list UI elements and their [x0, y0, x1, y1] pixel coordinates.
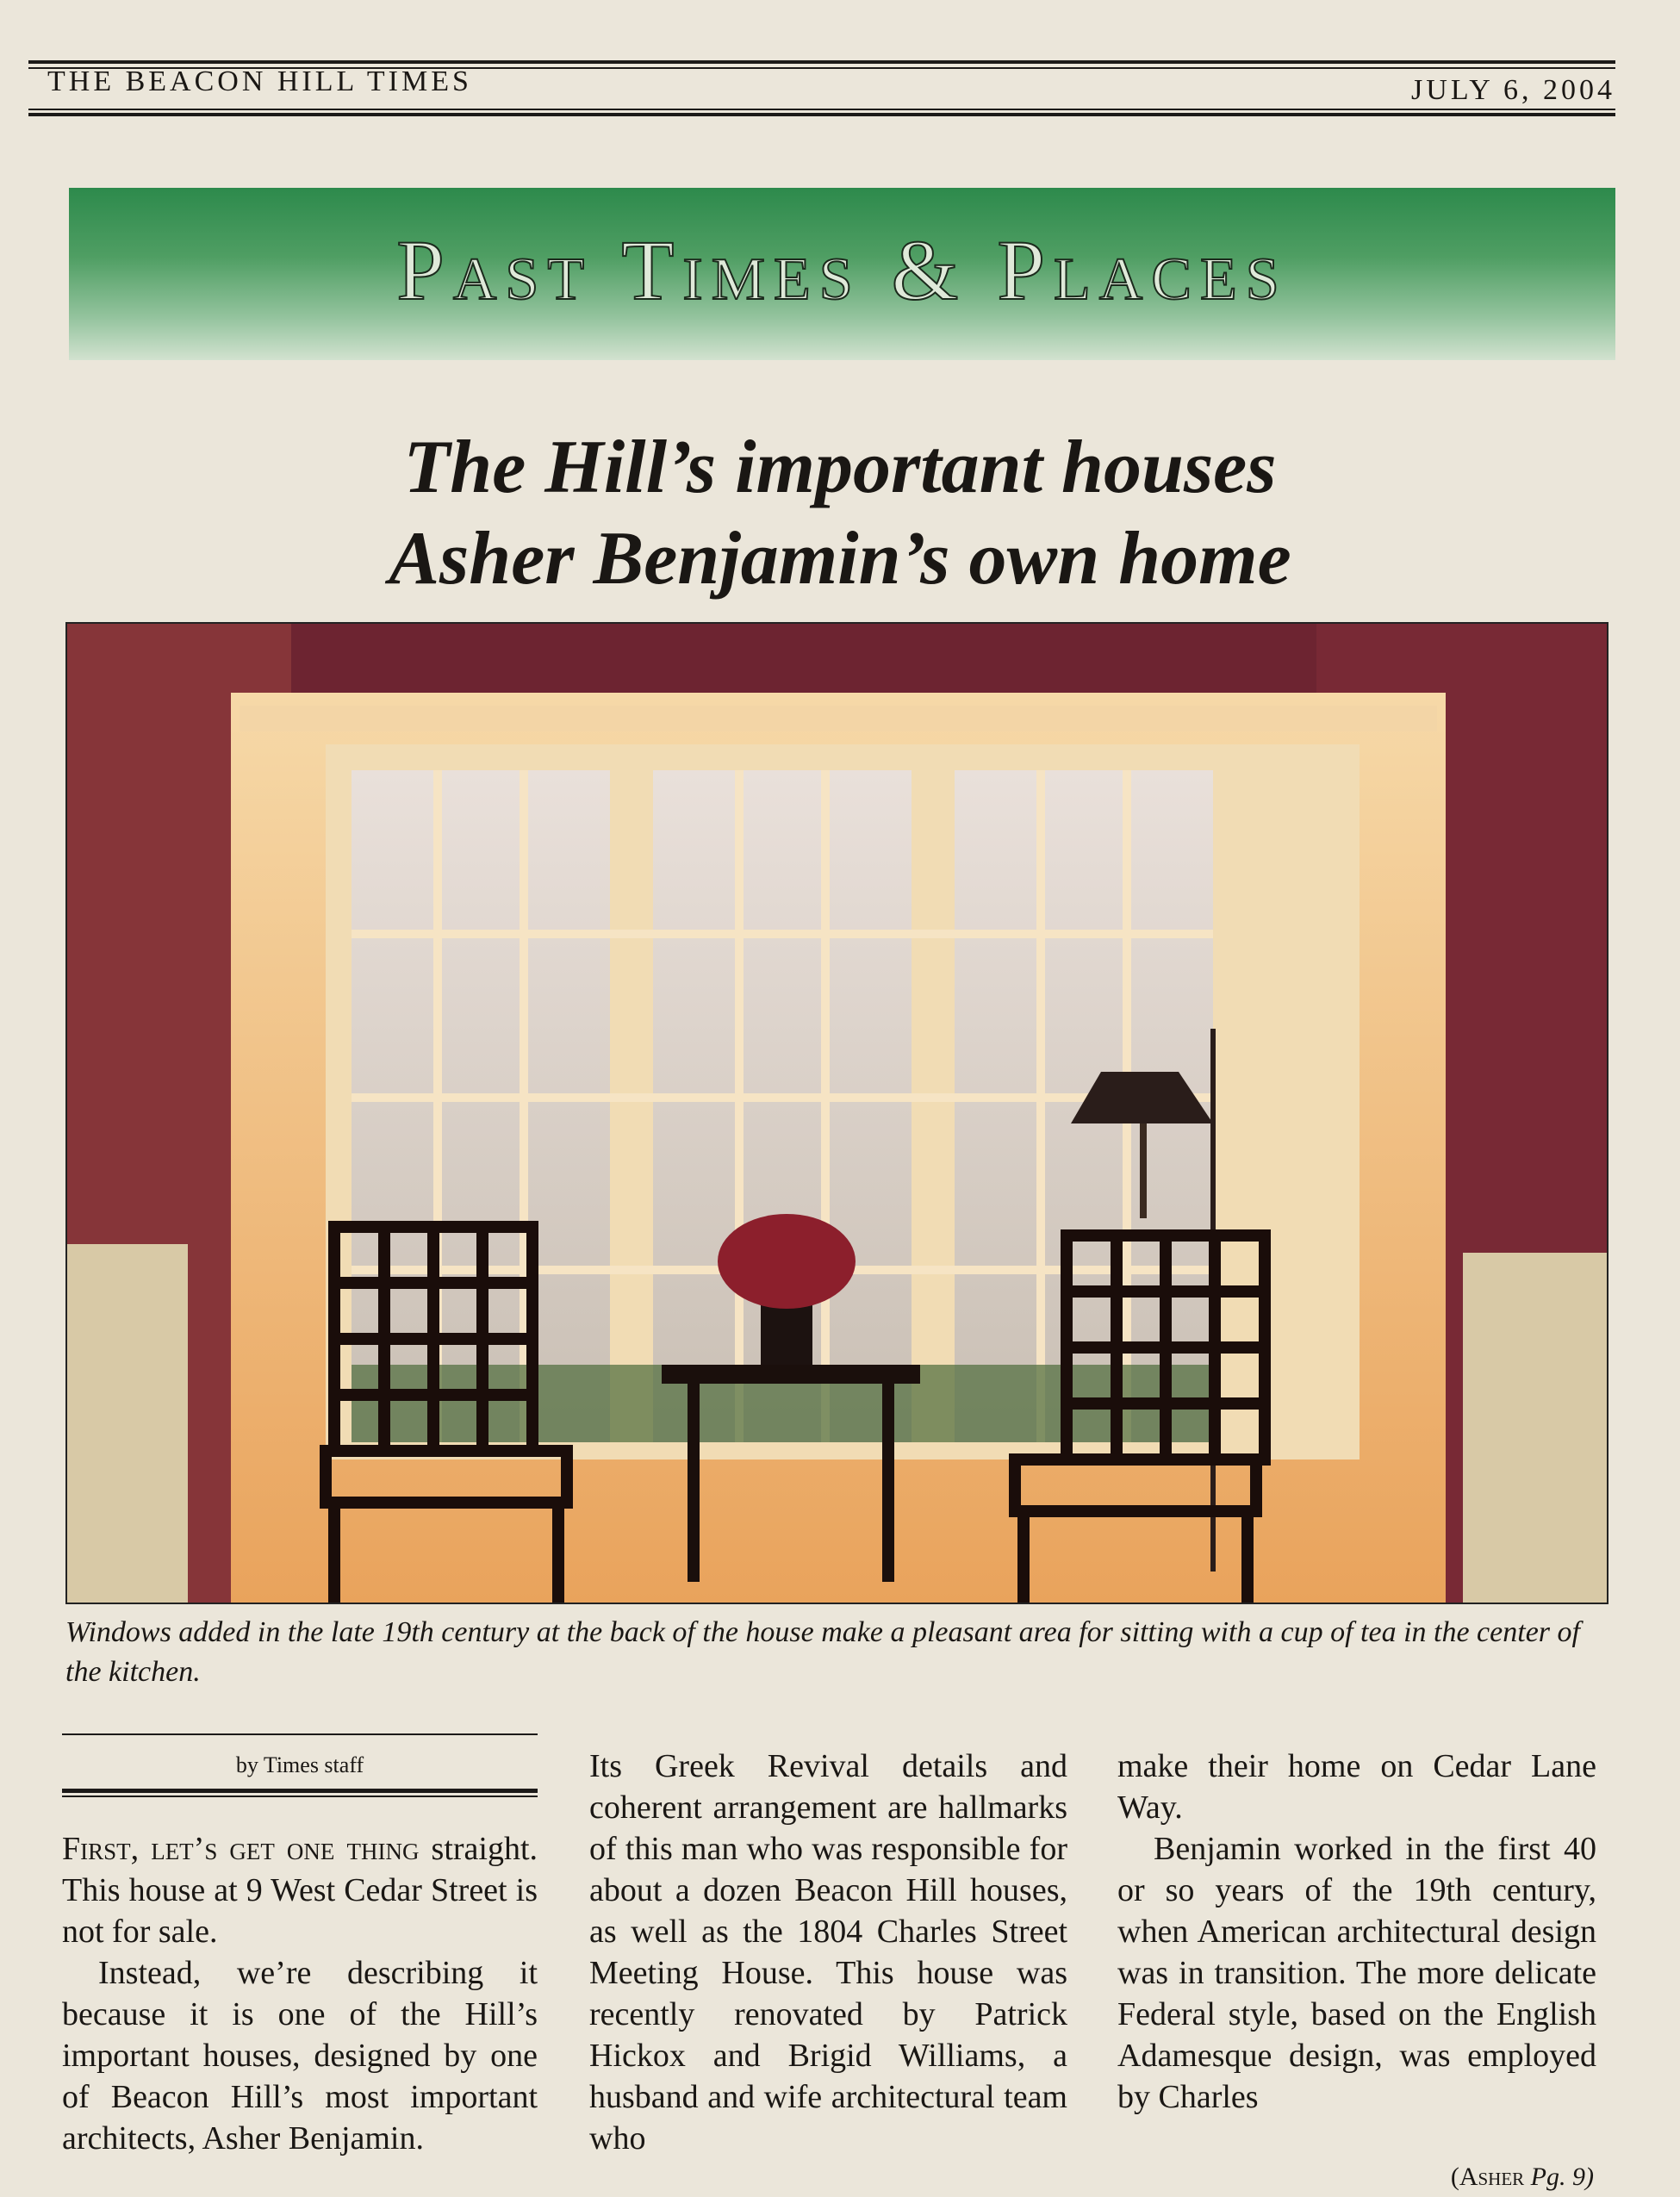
masthead-top-rule [28, 60, 1615, 64]
headline-line-1: The Hill’s important houses [403, 426, 1277, 509]
kitchen-photo [65, 622, 1608, 1604]
masthead-bottom-rule [28, 113, 1615, 116]
article-column-1 [62, 1828, 538, 2159]
section-title: Past Times & Places [396, 222, 1288, 318]
photo-caption: Windows added in the late 19th century at the back of the house make a pleasant area for sitting with a cup of tea in the center of the kitchen. [65, 1616, 1580, 1688]
section-banner [69, 188, 1615, 360]
issue-date: JULY 6, 2004 [1411, 74, 1615, 106]
byline-top-rule [62, 1733, 538, 1735]
headline-line-2: Asher Benjamin’s own home [389, 517, 1291, 601]
lead-in: First, let’s get one thing [62, 1831, 420, 1867]
column-3-paragraph-1: make their home on Cedar Lane Way. [1117, 1748, 1596, 1826]
column-1-paragraph-1-text: straight. This house at 9 West Cedar Street is not for sale. [62, 1831, 538, 1950]
article-column-3 [1117, 1746, 1596, 2118]
kitchen-photo-illustration [67, 624, 1607, 1603]
jump-page: Pg. 9) [1530, 2163, 1594, 2191]
column-3-paragraph-2: Benjamin worked in the first 40 or so years of the 19th century, when American architectural design was in transition. The more delicate Federal style, based on the English Adamesque design, was employed by Charles [1117, 1831, 1596, 2115]
continuation-jump [1451, 2163, 1594, 2192]
column-1-paragraph-1 [62, 1828, 538, 1952]
masthead-bottom-rule-thin [28, 109, 1615, 110]
column-2-paragraph-1: Its Greek Revival details and coherent arrangement are hallmarks of this man who was responsible for about a dozen Beacon Hill houses, as well as the 1804 Charles Street Meeting House. This house was recently renovated by Patrick Hickox and Brigid Williams, a husband and wife architectural team who [589, 1748, 1067, 2157]
paper-name: THE BEACON HILL TIMES [47, 65, 472, 97]
jump-label: (Asher [1450, 2163, 1525, 2191]
byline-bottom-rule-thin [62, 1796, 538, 1797]
byline: by Times staff [235, 1752, 364, 1777]
byline-bottom-rule [62, 1789, 538, 1793]
article-column-2 [589, 1746, 1067, 2159]
column-1-paragraph-2: Instead, we’re describing it because it is one of the Hill’s important houses, designed by one of Beacon Hill’s most important architects, Asher Benjamin. [62, 1955, 538, 2157]
headline [0, 422, 1680, 605]
